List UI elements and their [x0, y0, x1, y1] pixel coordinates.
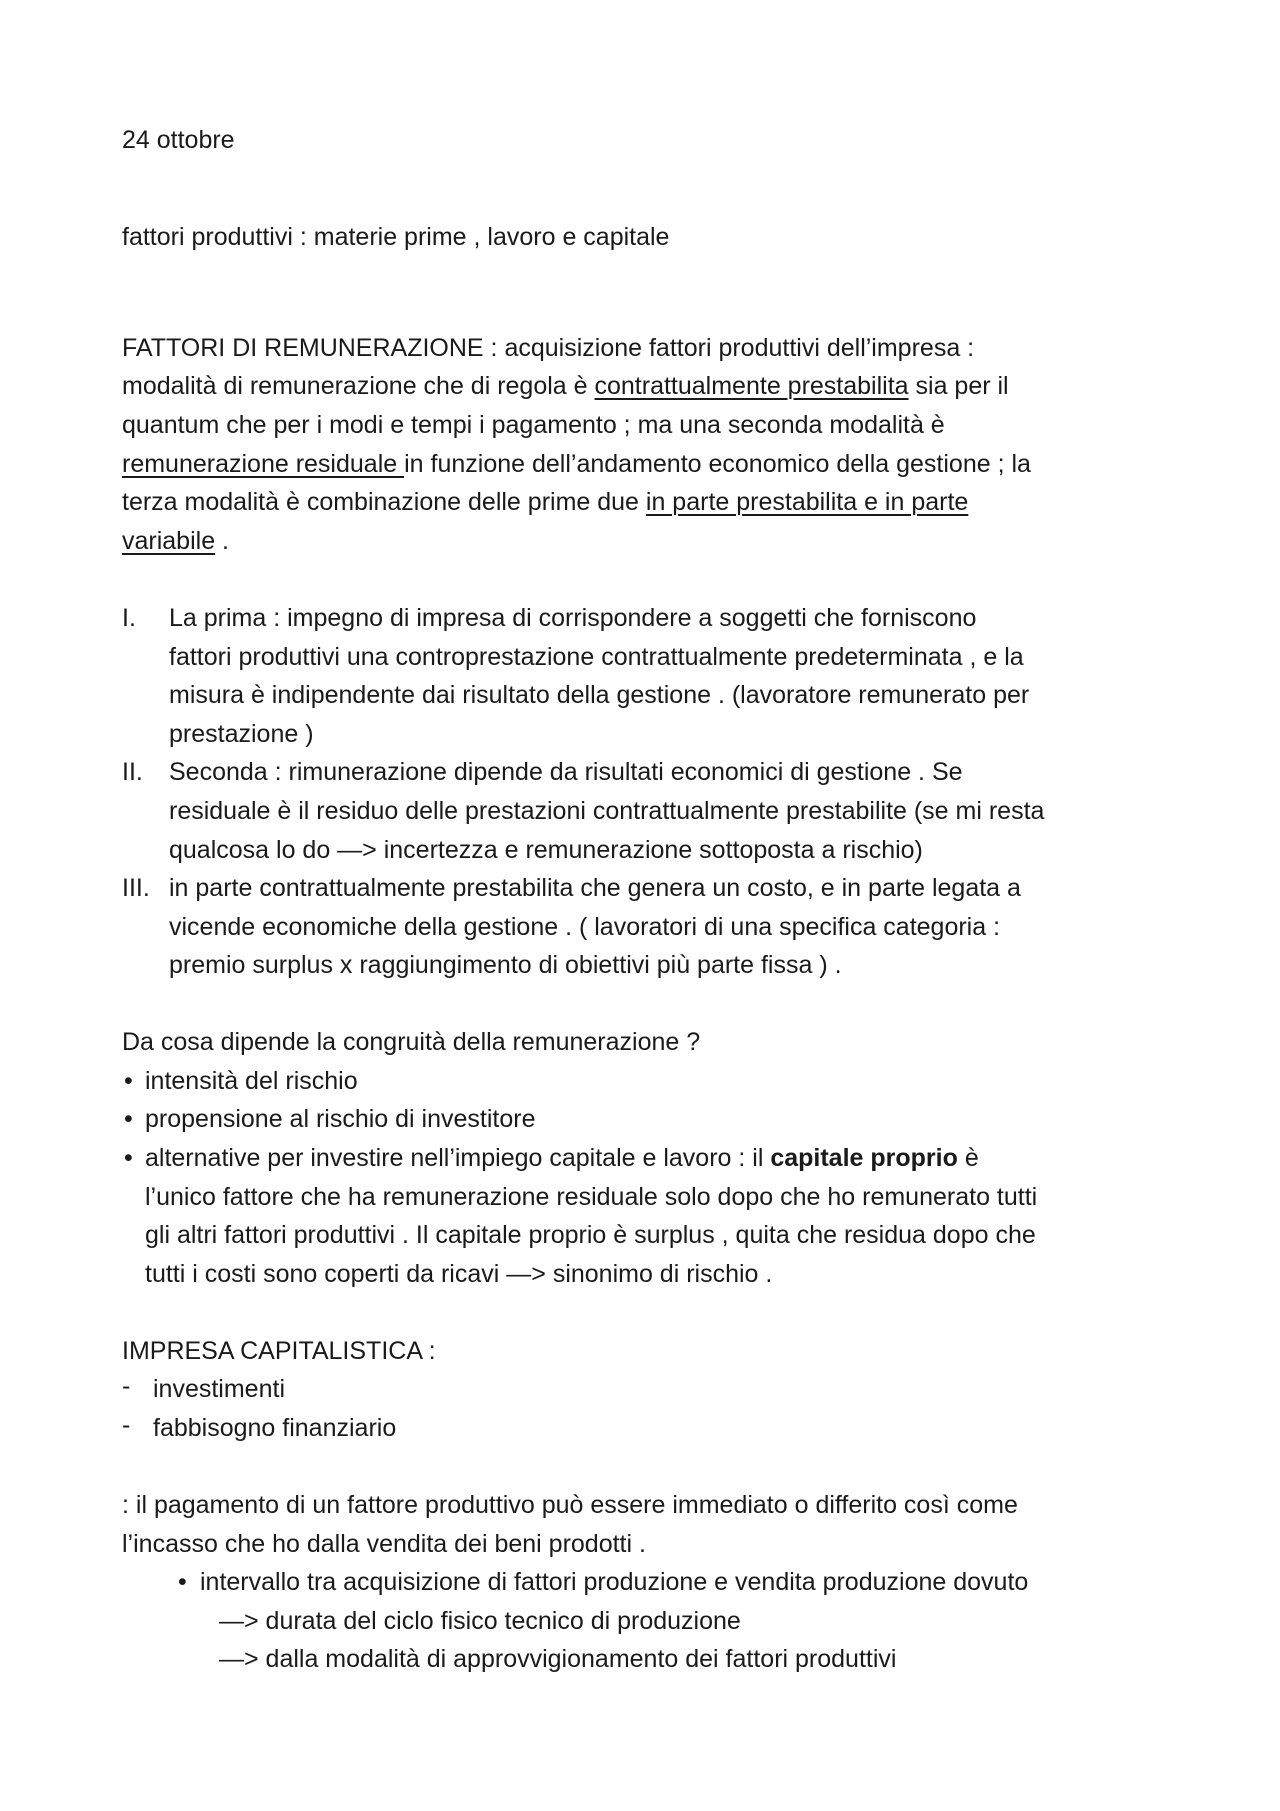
list-item-1-line-4: prestazione )	[169, 720, 314, 748]
remuneration-line-3: quantum che per i modi e tempi i pagamento ; ma una seconda modalità è	[122, 411, 945, 439]
remuneration-line-4: remunerazione residuale in funzione dell’andamento economico della gestione ; la	[122, 450, 1031, 478]
list-marker: I.	[122, 604, 136, 632]
bold-term: capitale proprio	[770, 1144, 958, 1172]
payment-line-1: : il pagamento di un fattore produttivo può essere immediato o differito così come	[122, 1491, 1018, 1519]
underlined-term: remunerazione residuale	[122, 450, 405, 478]
payment-arrow-line: —> dalla modalità di approvvigionamento dei fattori produttivi	[219, 1645, 897, 1673]
bullet-item-continuation: gli altri fattori produttivi . Il capitale proprio è surplus , quita che residua dopo che	[145, 1221, 1036, 1249]
list-marker: II.	[122, 758, 143, 786]
list-item-1-line-1: La prima : impegno di impresa di corrispondere a soggetti che forniscono	[169, 604, 977, 632]
underlined-term: variabile	[122, 527, 216, 555]
list-item-1-line-3: misura è indipendente dai risultato della gestione . (lavoratore remunerato per	[169, 681, 1030, 709]
bullet-item-continuation: l’unico fattore che ha remunerazione residuale solo dopo che ho remunerato tutti	[145, 1183, 1038, 1211]
intro-line: fattori produttivi : materie prime , lavoro e capitale	[122, 223, 670, 251]
payment-arrow-line: —> durata del ciclo fisico tecnico di produzione	[219, 1607, 741, 1635]
list-item-1-line-2: fattori produttivi una controprestazione contrattualmente predeterminata , e la	[169, 643, 1024, 671]
bullet-marker: •	[124, 1144, 133, 1172]
list-item-3-line-2: vicende economiche della gestione . ( lavoratori di una specifica categoria :	[169, 913, 1001, 941]
payment-line-2: l’incasso che ho dalla vendita dei beni prodotti .	[122, 1530, 646, 1558]
remuneration-heading: FATTORI DI REMUNERAZIONE	[122, 334, 484, 362]
underlined-term: contrattualmente prestabilita	[594, 372, 909, 400]
list-item-3-line-3: premio surplus x raggiungimento di obiettivi più parte fissa ) .	[169, 951, 842, 979]
impresa-item: investimenti	[153, 1375, 285, 1403]
bullet-marker: •	[124, 1067, 133, 1095]
bullet-item: propensione al rischio di investitore	[145, 1105, 536, 1133]
bullet-item: alternative per investire nell’impiego capitale e lavoro : il capitale proprio è	[145, 1144, 979, 1172]
dash-marker: -	[122, 1372, 131, 1400]
question: Da cosa dipende la congruità della remunerazione ?	[122, 1028, 701, 1056]
list-marker: III.	[122, 874, 150, 902]
bullet-marker: •	[124, 1105, 133, 1133]
remuneration-line-5: terza modalità è combinazione delle prime due in parte prestabilita e in parte	[122, 488, 969, 516]
bullet-item: intensità del rischio	[145, 1067, 358, 1095]
underlined-term: in parte prestabilita e in parte	[645, 488, 969, 516]
list-item-2-line-2: residuale è il residuo delle prestazioni contrattualmente prestabilite (se mi resta	[169, 797, 1045, 825]
impresa-heading: IMPRESA CAPITALISTICA :	[122, 1337, 436, 1365]
list-item-2-line-1: Seconda : rimunerazione dipende da risultati economici di gestione . Se	[169, 758, 963, 786]
bullet-item-continuation: tutti i costi sono coperti da ricavi —> sinonimo di rischio .	[145, 1260, 773, 1288]
remuneration-line-1: FATTORI DI REMUNERAZIONE : acquisizione fattori produttivi dell’impresa :	[122, 334, 975, 362]
dash-marker: -	[122, 1411, 131, 1439]
payment-bullet: intervallo tra acquisizione di fattori produzione e vendita produzione dovuto	[200, 1568, 1029, 1596]
list-item-2-line-3: qualcosa lo do —> incertezza e remunerazione sottoposta a rischio)	[169, 836, 923, 864]
date: 24 ottobre	[122, 126, 235, 154]
impresa-item: fabbisogno finanziario	[153, 1414, 397, 1442]
list-item-3-line-1: in parte contrattualmente prestabilita che genera un costo, e in parte legata a	[169, 874, 1021, 902]
bullet-marker: •	[178, 1568, 187, 1596]
remuneration-line-6: variabile .	[122, 527, 230, 555]
remuneration-line-2: modalità di remunerazione che di regola è contrattualmente prestabilita sia per il	[122, 372, 1009, 400]
